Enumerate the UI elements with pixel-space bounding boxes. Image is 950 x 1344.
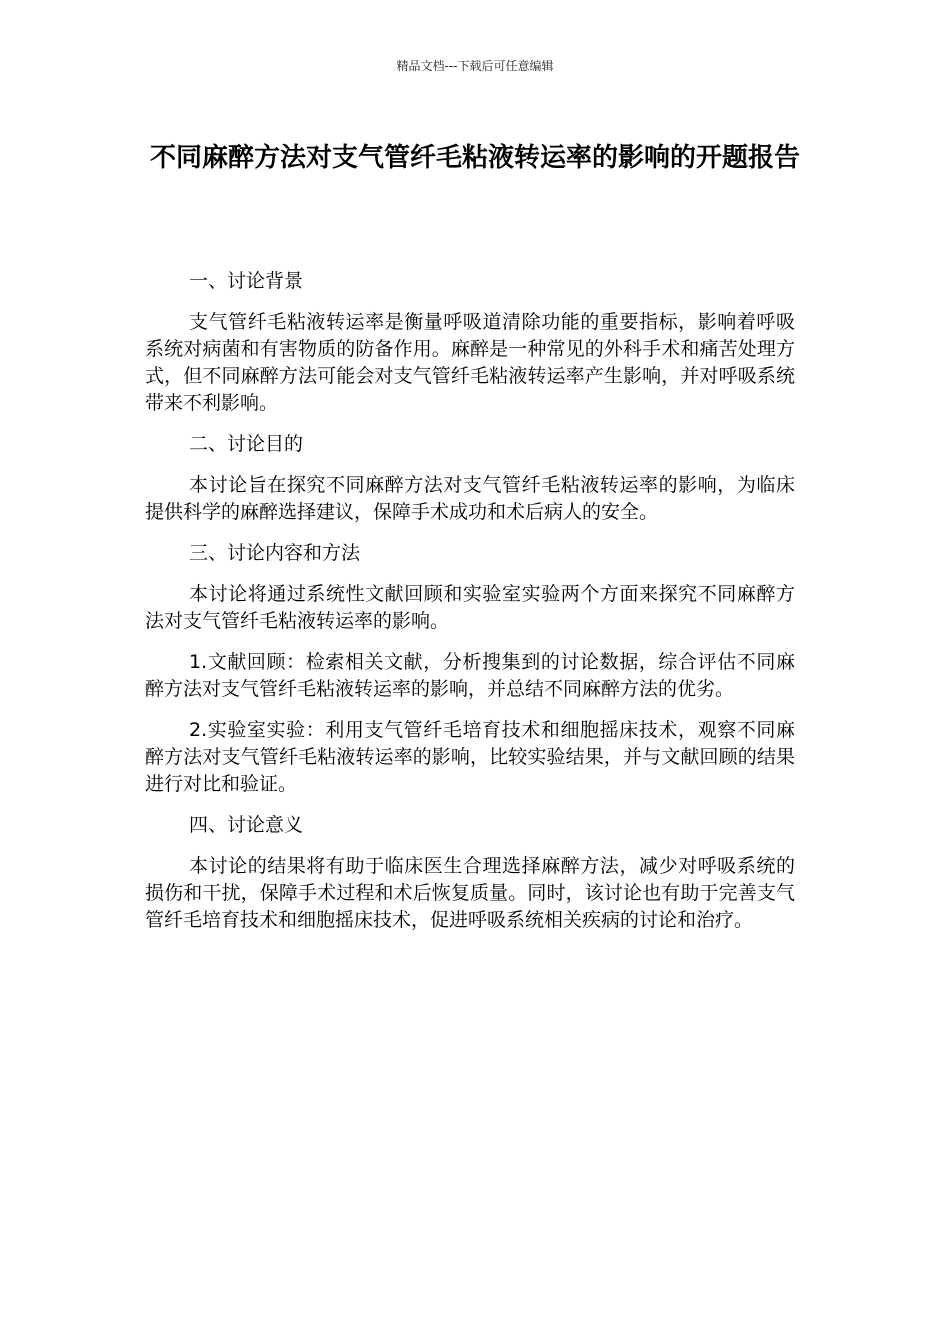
section-content-and-methods (145, 540, 795, 798)
section-heading: 四、讨论意义 (189, 814, 304, 836)
header-note: 精品文档---下载后可任意编辑 (396, 59, 554, 73)
section-purpose (145, 431, 795, 526)
paragraph-lab-experiment: 2.实验室实验：利用支气管纤毛培育技术和细胞摇床技术，观察不同麻醉方法对支气管纤毛粘液转运率的影响，比较实验结果，并与文献回顾的结果进行对比和验证。 (145, 719, 795, 795)
paragraph-literature-review: 1.文献回顾：检索相关文献，分析搜集到的讨论数据，综合评估不同麻醉方法对支气管纤毛粘液转运率的影响，并总结不同麻醉方法的优劣。 (145, 651, 795, 700)
section-heading: 二、讨论目的 (189, 433, 304, 455)
section-significance (145, 812, 795, 934)
document-title: 不同麻醉方法对支气管纤毛粘液转运率的影响的开题报告 (149, 143, 800, 173)
paragraph: 本讨论旨在探究不同麻醉方法对支气管纤毛粘液转运率的影响，为临床提供科学的麻醉选择建议，保障手术成功和术后病人的安全。 (145, 474, 795, 523)
document-body (145, 268, 795, 948)
section-heading: 三、讨论内容和方法 (189, 542, 361, 564)
paragraph: 支气管纤毛粘液转运率是衡量呼吸道清除功能的重要指标，影响着呼吸系统对病菌和有害物质的防备作用。麻醉是一种常见的外科手术和痛苦处理方式，但不同麻醉方法可能会对支气管纤毛粘液转运率产生影响，并对呼吸系统带来不利影响。 (145, 311, 795, 414)
section-background (145, 268, 795, 417)
section-heading: 一、讨论背景 (189, 270, 304, 292)
paragraph: 本讨论将通过系统性文献回顾和实验室实验两个方面来探究不同麻醉方法对支气管纤毛粘液转运率的影响。 (145, 583, 795, 632)
paragraph: 本讨论的结果将有助于临床医生合理选择麻醉方法，减少对呼吸系统的损伤和干扰，保障手术过程和术后恢复质量。同时，该讨论也有助于完善支气管纤毛培育技术和细胞摇床技术，促进呼吸系统相关疾病的讨论和治疗。 (145, 855, 795, 931)
